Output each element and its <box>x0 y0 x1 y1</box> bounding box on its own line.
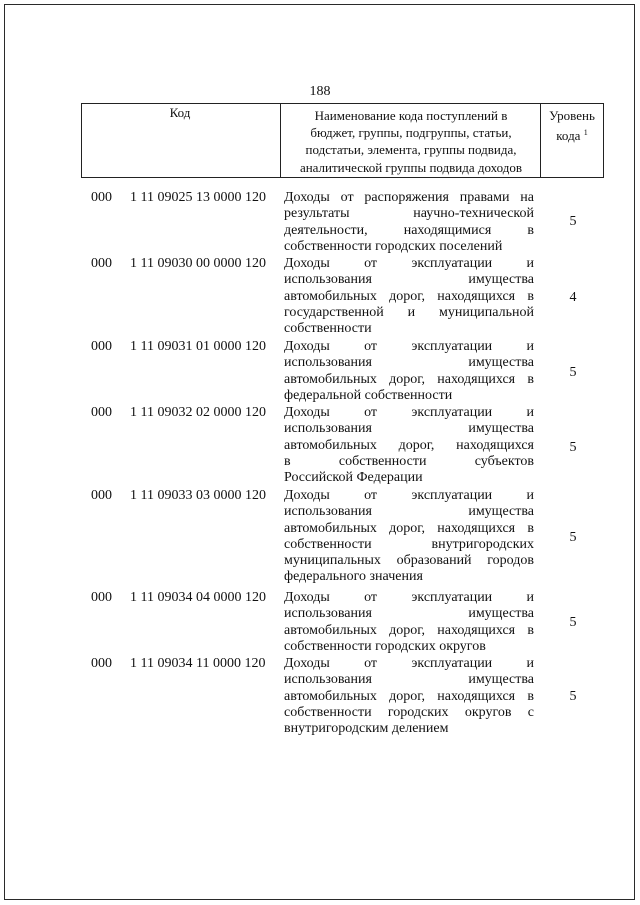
row-name-line: использования имущества <box>284 606 534 622</box>
row-code: 1 11 09032 02 0000 120 <box>130 405 266 420</box>
row-name-line: использования имущества <box>284 421 534 437</box>
header-level-line <box>542 124 602 144</box>
header-level-line: Уровень <box>549 108 595 123</box>
row-level: 4 <box>569 290 577 305</box>
table-header-divider-code <box>280 103 281 178</box>
row-name-line: использования имущества <box>284 672 534 688</box>
row-name-line: деятельности, находящимися в <box>284 222 534 238</box>
row-prefix: 000 <box>91 656 112 671</box>
row-name-line: Доходы от распоряжения правами на <box>284 190 534 205</box>
row-name-line: федеральной собственности <box>284 387 453 403</box>
row-name-line: Доходы от эксплуатации и <box>284 656 534 671</box>
row-code: 1 11 09034 11 0000 120 <box>130 656 266 671</box>
row-name-line: собственности <box>284 321 372 337</box>
header-name-line: аналитической группы подвида доходов <box>299 159 523 175</box>
row-name-line: внутригородским делением <box>284 721 449 737</box>
row-code: 1 11 09033 03 0000 120 <box>130 488 266 503</box>
row-prefix: 000 <box>91 339 112 354</box>
row-name-line: собственности городских округов с <box>284 704 534 720</box>
header-name <box>282 107 540 176</box>
row-name-line: автомобильных дорог, находящихся в <box>284 520 534 536</box>
row-name-line: собственности городских округов <box>284 638 486 654</box>
row-level: 5 <box>569 214 577 229</box>
row-name-line: собственности внутригородских <box>284 536 534 552</box>
row-prefix: 000 <box>91 190 112 205</box>
row-prefix: 000 <box>91 488 112 503</box>
row-level: 5 <box>569 615 577 630</box>
row-name-line: собственности городских поселений <box>284 238 503 254</box>
row-name-line: Доходы от эксплуатации и <box>284 339 534 354</box>
row-name <box>284 339 534 404</box>
row-code: 1 11 09031 01 0000 120 <box>130 339 266 354</box>
row-code: 1 11 09025 13 0000 120 <box>130 190 266 205</box>
table-header-divider-name <box>540 103 541 178</box>
row-name-line: автомобильных дорог, находящихся в <box>284 622 534 638</box>
row-level: 5 <box>569 530 577 545</box>
row-name-line: государственной и муниципальной <box>284 304 534 320</box>
row-prefix: 000 <box>91 590 112 605</box>
header-name-line: бюджет, группы, подгруппы, статьи, <box>310 125 512 141</box>
table-header-right-border <box>603 103 604 178</box>
row-prefix: 000 <box>91 256 112 271</box>
row-name <box>284 256 534 337</box>
row-name-line: Доходы от эксплуатации и <box>284 256 534 271</box>
row-name-line: использования имущества <box>284 272 534 288</box>
row-name-line: использования имущества <box>284 504 534 520</box>
header-name-line: подстатьи, элемента, группы подвида, <box>305 142 517 158</box>
row-name-line: автомобильных дорог, находящихся в <box>284 288 534 304</box>
row-name-line: автомобильных дорог, находящихся в <box>284 371 534 387</box>
row-code: 1 11 09030 00 0000 120 <box>130 256 266 271</box>
row-name <box>284 488 534 586</box>
row-level: 5 <box>569 365 577 380</box>
row-name <box>284 656 534 737</box>
row-name-line: автомобильных дорог, находящихся <box>284 437 534 453</box>
row-name-line: использования имущества <box>284 355 534 371</box>
header-name-line: Наименование кода поступлений в <box>314 108 508 123</box>
row-name <box>284 405 534 486</box>
row-name-line: федерального значения <box>284 569 423 585</box>
row-name-line: муниципальных образований городов <box>284 553 534 569</box>
row-level: 5 <box>569 440 577 455</box>
row-name-line: в собственности субъектов <box>284 453 534 469</box>
header-code: Код <box>169 105 191 120</box>
row-name-line: Доходы от эксплуатации и <box>284 405 534 420</box>
page-number: 188 <box>309 84 331 99</box>
header-level-footnote: 1 <box>583 128 588 138</box>
table-header-top-border <box>81 103 604 104</box>
row-name-line: автомобильных дорог, находящихся в <box>284 688 534 704</box>
row-name-line: результаты научно-технической <box>284 206 534 222</box>
table-header-bottom-border <box>81 177 604 178</box>
row-level: 5 <box>569 689 577 704</box>
row-name <box>284 590 534 655</box>
row-prefix: 000 <box>91 405 112 420</box>
row-name-line: Доходы от эксплуатации и <box>284 488 534 503</box>
header-level-text: кода <box>556 128 581 144</box>
row-name <box>284 190 534 255</box>
row-code: 1 11 09034 04 0000 120 <box>130 590 266 605</box>
row-name-line: Доходы от эксплуатации и <box>284 590 534 605</box>
row-name-line: Российской Федерации <box>284 470 423 486</box>
header-level <box>542 107 602 144</box>
